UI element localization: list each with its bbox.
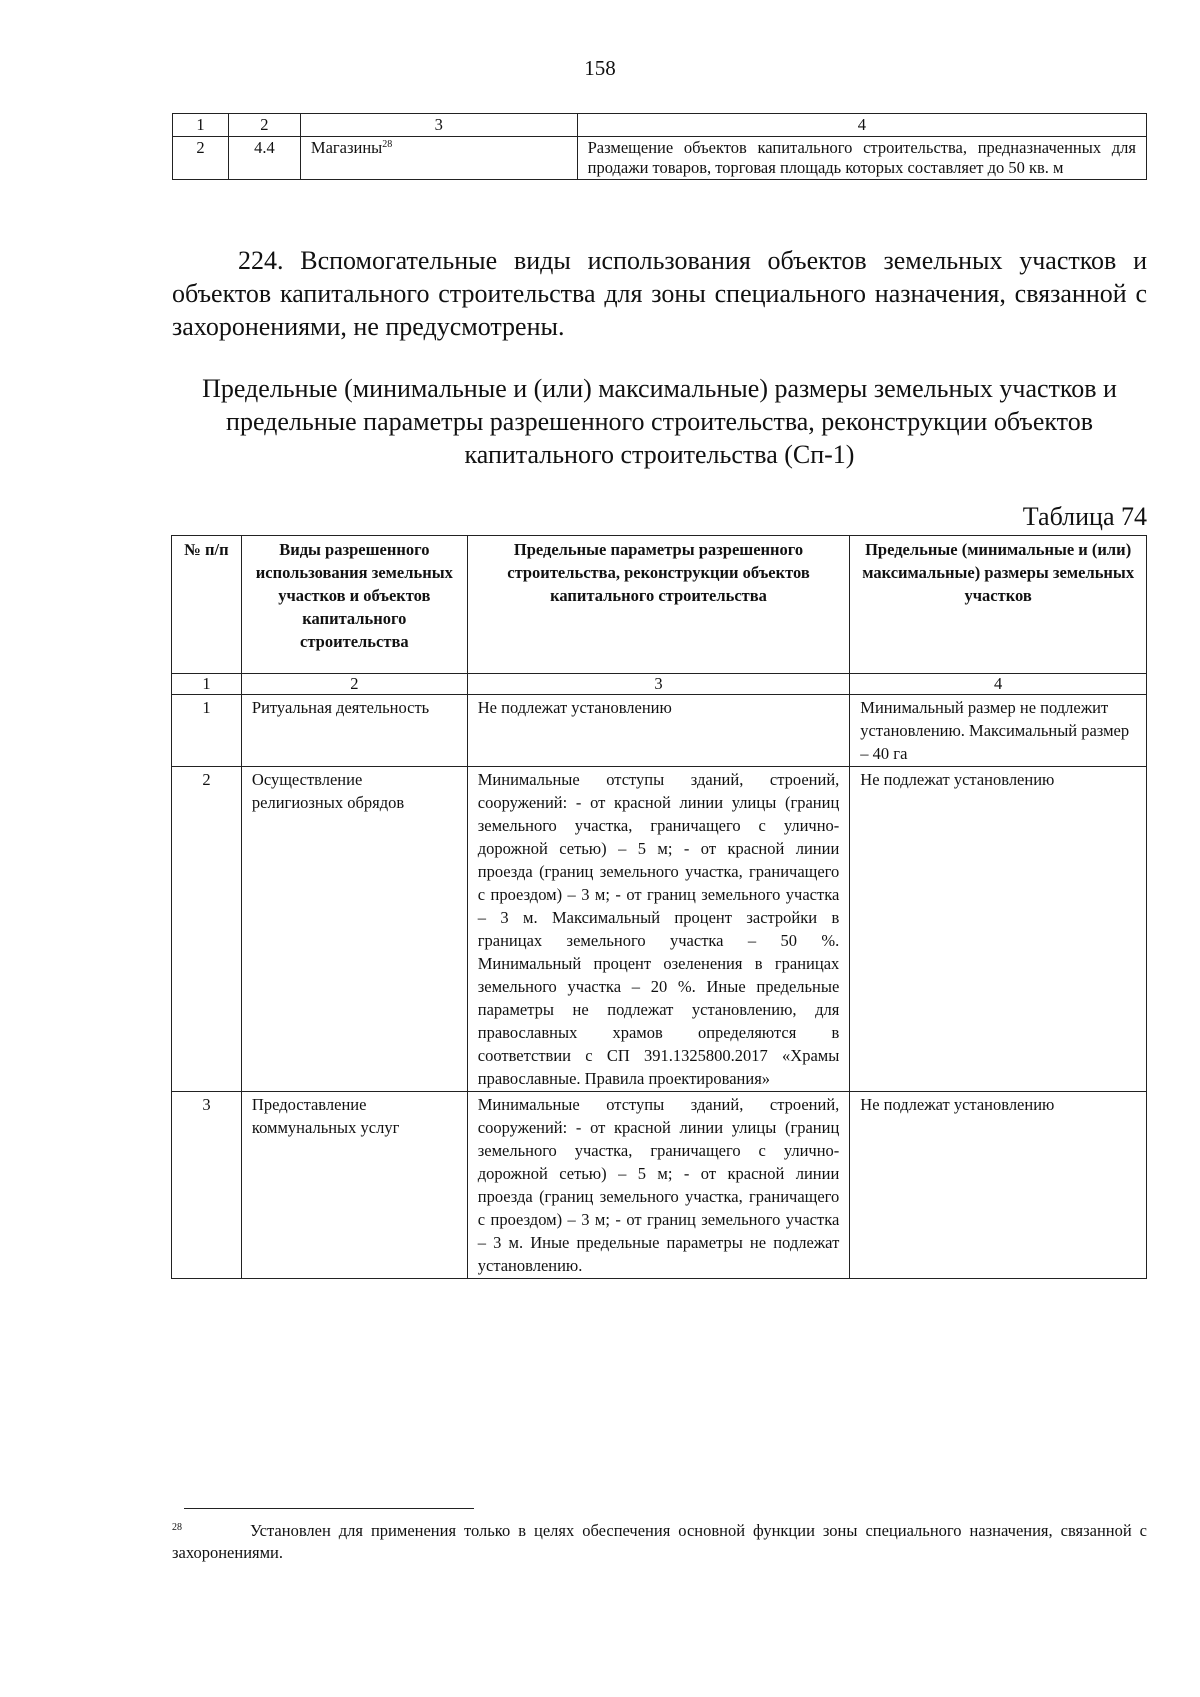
table-caption: Таблица 74 <box>1022 502 1147 531</box>
paragraph-text: 224. Вспомогательные виды использования объектов земельных участков и объектов капитального строительства для зоны специального назначения, связанной с захоронениями, не предусмотрены. <box>172 246 1147 341</box>
plot-sizes: Не подлежат установлению <box>850 1092 1147 1279</box>
table-header-cell: 1 <box>173 114 229 137</box>
footnote-separator <box>184 1508 474 1509</box>
parameters: Минимальные отступы зданий, строений, сооружений: - от красной линии улицы (границ земельного участка, граничащего с улично-дорожной сетью) – 5 м; - от красной линии проезда (границ земельного участка, граничащего с проездом) – 3 м; - от границ земельного участка – 3 м. Максимальный процент застройки в границах земельного участка – 50 %. Минимальный процент озеленения в границах земельного участка – 20 %. Иные предельные параметры не подлежат установлению, для православных храмов определяются в соответствии с СП 391.1325800.2017 «Храмы православные. Правила проектирования» <box>467 767 850 1092</box>
header-plot-sizes: Предельные (минимальные и (или) максимальные) размеры земельных участков <box>850 536 1147 674</box>
table-header-row <box>172 536 1147 674</box>
column-number: 2 <box>241 674 467 695</box>
footnote-ref[interactable]: 28 <box>382 139 393 150</box>
table-row <box>172 695 1147 767</box>
table-row <box>172 1092 1147 1279</box>
table-header-cell: 3 <box>300 114 577 137</box>
section-heading: Предельные (минимальные и (или) максимальные) размеры земельных участков и предельные параметры разрешенного строительства, реконструкции объектов капитального строительства (Сп-1) <box>202 374 1117 469</box>
paragraph-224 <box>172 244 1147 343</box>
table-cell: 4.4 <box>228 137 300 180</box>
column-number: 4 <box>850 674 1147 695</box>
parameters: Не подлежат установлению <box>467 695 850 767</box>
plot-sizes: Минимальный размер не подлежит установлению. Максимальный размер – 40 га <box>850 695 1147 767</box>
table-header-cell: 2 <box>228 114 300 137</box>
continuation-table <box>172 113 1147 180</box>
row-number: 2 <box>172 767 242 1092</box>
column-number: 3 <box>467 674 850 695</box>
usage-kind: Осуществление религиозных обрядов <box>241 767 467 1092</box>
row-number: 1 <box>172 695 242 767</box>
footnote-mark: 28 <box>172 1522 182 1533</box>
header-number: № п/п <box>172 536 242 674</box>
usage-kind: Ритуальная деятельность <box>241 695 467 767</box>
usage-kind: Предоставление коммунальных услуг <box>241 1092 467 1279</box>
table-cell <box>300 137 577 180</box>
table-header-row <box>173 114 1147 137</box>
table-cell: 2 <box>173 137 229 180</box>
page-number: 158 <box>584 56 616 80</box>
table-cell: Размещение объектов капитального строительства, предназначенных для продажи товаров, торговая площадь которых составляет до 50 кв. м <box>577 137 1146 180</box>
footnote-text: Установлен для применения только в целях обеспечения основной функции зоны специального назначения, связанной с захоронениями. <box>172 1521 1148 1562</box>
plot-sizes: Не подлежат установлению <box>850 767 1147 1092</box>
row-number: 3 <box>172 1092 242 1279</box>
column-number: 1 <box>172 674 242 695</box>
column-number-row <box>172 674 1147 695</box>
parameters: Минимальные отступы зданий, строений, сооружений: - от красной линии улицы (границ земельного участка, граничащего с улично-дорожной сетью) – 5 м; - от красной линии проезда (границ земельного участка, граничащего с проездом) – 3 м; - от границ земельного участка – 3 м. Иные предельные параметры не подлежат установлению. <box>467 1092 850 1279</box>
footnote <box>172 1520 1147 1564</box>
table-74 <box>171 535 1147 1279</box>
table-row <box>172 767 1147 1092</box>
header-usage-kind: Виды разрешенного использования земельных участков и объектов капитального строительства <box>241 536 467 674</box>
table-header-cell: 4 <box>577 114 1146 137</box>
header-parameters: Предельные параметры разрешенного строительства, реконструкции объектов капитального строительства <box>467 536 850 674</box>
table-row <box>173 137 1147 180</box>
cell-text: Магазины <box>310 138 383 157</box>
